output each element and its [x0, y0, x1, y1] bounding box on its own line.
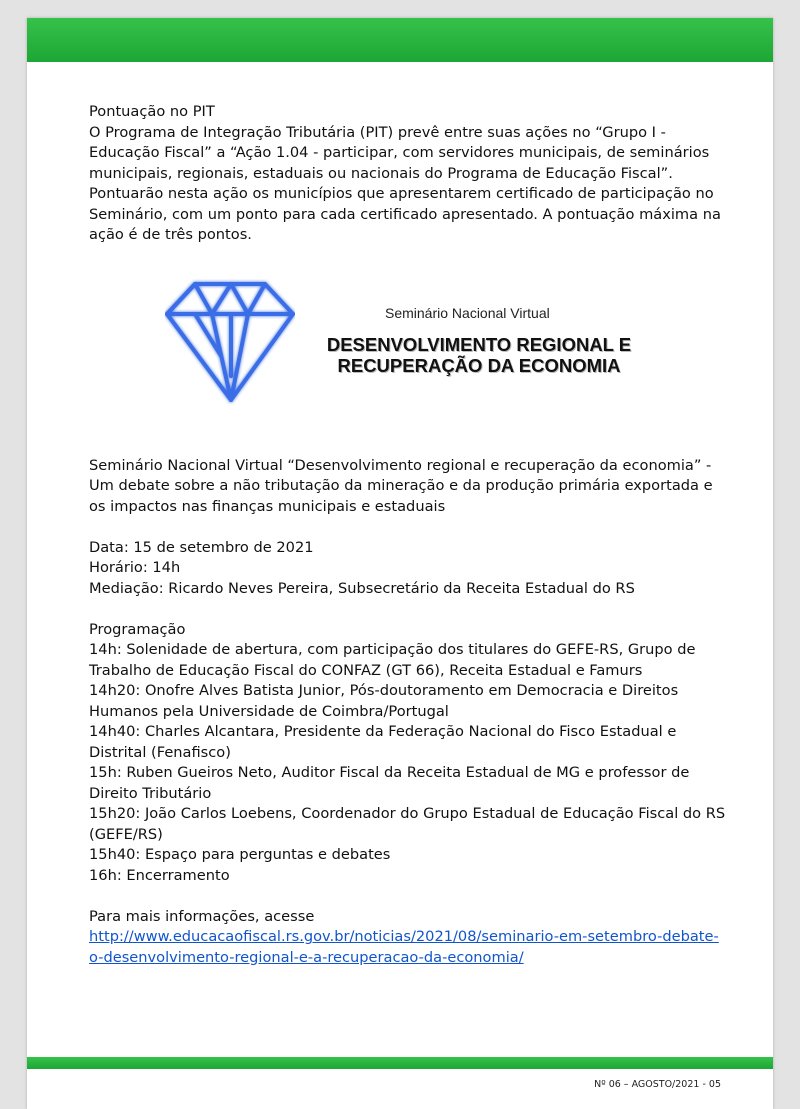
program-item: 14h40: Charles Alcantara, Presidente da Federação Nacional do Fisco Estadual e Distrital (Fenafisco) — [89, 723, 677, 761]
banner-subtitle: Seminário Nacional Virtual — [385, 304, 550, 321]
program-item: 14h20: Onofre Alves Batista Junior, Pós-doutoramento em Democracia e Direitos Humanos pela Universidade de Coimbra/Portugal — [89, 682, 679, 720]
section-title: Pontuação no PIT — [89, 103, 215, 120]
top-green-band — [27, 18, 773, 62]
program-heading: Programação — [89, 620, 186, 638]
page-footer: Nº 06 – AGOSTO/2021 - 05 — [594, 1079, 721, 1090]
document-page — [27, 18, 773, 1109]
event-moderation: Mediação: Ricardo Neves Pereira, Subsecretário da Receita Estadual do RS — [89, 579, 635, 597]
program-item: 15h20: João Carlos Loebens, Coordenador do Grupo Estadual de Educação Fiscal do RS (GEFE/RS) — [89, 805, 726, 843]
section-body: O Programa de Integração Tributária (PIT) prevê entre suas ações no “Grupo I - Educação Fiscal” a “Ação 1.04 - participar, com servidores municipais, de seminários municipais, regionais, estaduais ou nacionais do Programa de Educação Fiscal”. Pontuarão nesta ação os municípios que apresentarem certificado de participação no Seminário, com um ponto para cada certificado apresentado. A pontuação máxima na ação é de três pontos. — [89, 123, 721, 243]
program-item: 15h: Ruben Gueiros Neto, Auditor Fiscal da Receita Estadual de MG e professor de Direito Tributário — [89, 764, 690, 802]
program-item: 14h: Solenidade de abertura, com participação dos titulares do GEFE-RS, Grupo de Trabalho de Educação Fiscal do CONFAZ (GT 66), Receita Estadual e Famurs — [89, 641, 696, 679]
banner-headline — [309, 334, 649, 376]
event-date: Data: 15 de setembro de 2021 — [89, 538, 314, 556]
diamond-icon — [165, 276, 295, 406]
banner-headline-line-1: DESENVOLVIMENTO REGIONAL E — [326, 333, 632, 355]
event-description: Seminário Nacional Virtual “Desenvolvimento regional e recuperação da economia” - Um debate sobre a não tributação da mineração e da produção primária exportada e os impactos nas finanças municipais e estaduais — [89, 456, 713, 515]
page-content — [89, 102, 729, 968]
program-item: 16h: Encerramento — [89, 866, 230, 884]
seminar-banner — [107, 276, 729, 456]
more-info-label: Para mais informações, acesse — [89, 907, 315, 925]
event-time: Horário: 14h — [89, 559, 181, 576]
more-info-link[interactable]: http://www.educacaofiscal.rs.gov.br/noticias/2021/08/seminario-em-setembro-debate-o-desenvolvimento-regional-e-a-recuperacao-da-economia/ — [89, 928, 719, 966]
banner-headline-line-2: RECUPERAÇÃO DA ECONOMIA — [337, 354, 621, 376]
bottom-green-band — [27, 1057, 773, 1069]
program-item: 15h40: Espaço para perguntas e debates — [89, 846, 391, 863]
